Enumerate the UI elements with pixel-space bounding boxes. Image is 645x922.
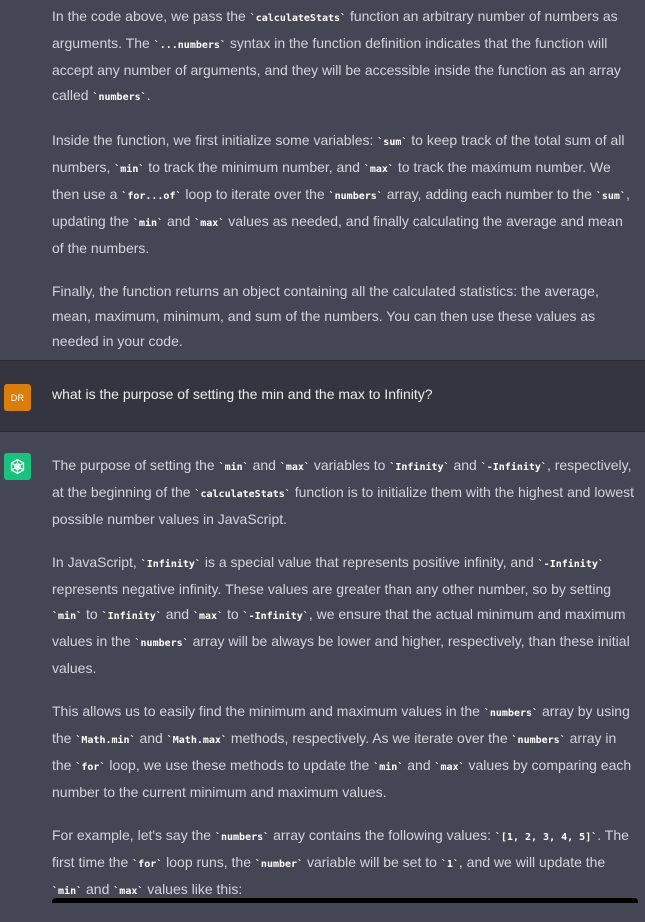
inline-code: ` Infinity ` — [141, 559, 201, 570]
inline-code: ` calculateStats ` — [194, 489, 290, 500]
inline-code: ` max ` — [113, 886, 143, 897]
inline-code: ` max ` — [280, 462, 310, 473]
inline-code: ` min ` — [114, 164, 144, 175]
paragraph: In the code above, we pass the ` calculateStats ` function an arbitrary number of numbers as arguments. The ` ...numbers ` syntax in the function definition indicates that the function will accept any number of arguments, and they will be accessible inside the function as an array called ` numbers ` . — [52, 4, 638, 110]
inline-code: ` [1, 2, 3, 4, 5] ` — [495, 832, 597, 843]
assistant-message-top — [0, 0, 645, 360]
inline-code: ` Math.min ` — [75, 735, 135, 746]
inline-code: ` numbers ` — [329, 191, 383, 202]
paragraph: This allows us to easily find the minimum and maximum values in the ` numbers ` array by using the ` Math.min ` and ` Math.max ` methods, respectively. As we iterate over the ` numbers ` array in the ` for ` loop, we use these methods to update the ` min ` and ` max ` values by comparing each number to the current minimum and maximum values. — [52, 699, 638, 805]
inline-code: ` sum ` — [596, 191, 626, 202]
user-avatar: DR — [4, 384, 31, 411]
inline-code: ` numbers ` — [512, 735, 566, 746]
inline-code: ` max ` — [193, 611, 223, 622]
paragraph: In JavaScript, ` Infinity ` is a special value that represents positive infinity, and ` -Infinity ` represents negative infinity. These values are greater than any other number, so by setting ` min ` to ` Infinity ` and ` max ` to ` -Infinity ` , we ensure that the actual minimum and maximum values in the ` numbers ` array will be always be lower and higher, respectively, than these initial values. — [52, 550, 638, 681]
assistant-message — [0, 432, 645, 903]
chatgpt-logo-icon — [4, 453, 31, 480]
inline-code: ` numbers ` — [92, 92, 146, 103]
inline-code: ` numbers ` — [135, 638, 189, 649]
paragraph: Finally, the function returns an object containing all the calculated statistics: the average, mean, maximum, minimum, and sum of the numbers. You can then use these values as needed in your code. — [52, 283, 599, 349]
inline-code: ` for ` — [75, 762, 105, 773]
inline-code: ` numbers ` — [215, 832, 269, 843]
inline-code: ` min ` — [373, 762, 403, 773]
inline-code: ` min ` — [219, 462, 249, 473]
inline-code: ` for ` — [132, 859, 162, 870]
inline-code: ` max ` — [194, 218, 224, 229]
inline-code: ` min ` — [133, 218, 163, 229]
inline-code: ` number ` — [255, 859, 303, 870]
inline-code: ` max ` — [435, 762, 465, 773]
inline-code: ` -Infinity ` — [481, 462, 547, 473]
user-message — [0, 360, 645, 432]
inline-code: ` 1 ` — [441, 859, 459, 870]
user-question: what is the purpose of setting the min and the max to Infinity? — [52, 386, 433, 402]
paragraph: For example, let's say the ` numbers ` array contains the following values: ` [1, 2, 3, 4, 5] ` . The first time the ` for ` loop runs, the ` number ` variable will be set to ` 1 ` , and we will update the ` min ` and ` max ` values like this: — [52, 823, 638, 904]
inline-code: ` for...of ` — [121, 191, 181, 202]
inline-code: ` ...numbers ` — [154, 40, 226, 51]
inline-code: ` Math.max ` — [167, 735, 227, 746]
inline-code: ` min ` — [52, 611, 82, 622]
code-block-edge — [52, 898, 638, 903]
inline-code: ` numbers ` — [484, 708, 538, 719]
message-content — [52, 4, 638, 372]
inline-code: ` calculateStats ` — [250, 13, 346, 24]
inline-code: ` -Infinity ` — [538, 559, 604, 570]
inline-code: ` max ` — [364, 164, 394, 175]
paragraph: Inside the function, we first initialize some variables: ` sum ` to keep track of the total sum of all numbers, ` min ` to track the minimum number, and ` max ` to track the maximum number. We then use a ` for...of ` loop to iterate over the ` numbers ` array, adding each number to the ` sum ` , updating the ` min ` and ` max ` values as needed, and finally calculating the average and mean of the numbers. — [52, 128, 638, 261]
inline-code: ` -Infinity ` — [243, 611, 309, 622]
inline-code: ` Infinity ` — [102, 611, 162, 622]
paragraph: The purpose of setting the ` min ` and ` max ` variables to ` Infinity ` and ` -Infinity ` , respectively, at the beginning of the ` calculateStats ` function is to initialize them with the highest and lowest possible number values in JavaScript. — [52, 453, 638, 532]
message-content — [52, 453, 638, 922]
inline-code: ` min ` — [52, 886, 82, 897]
inline-code: ` sum ` — [377, 137, 407, 148]
inline-code: ` Infinity ` — [389, 462, 449, 473]
